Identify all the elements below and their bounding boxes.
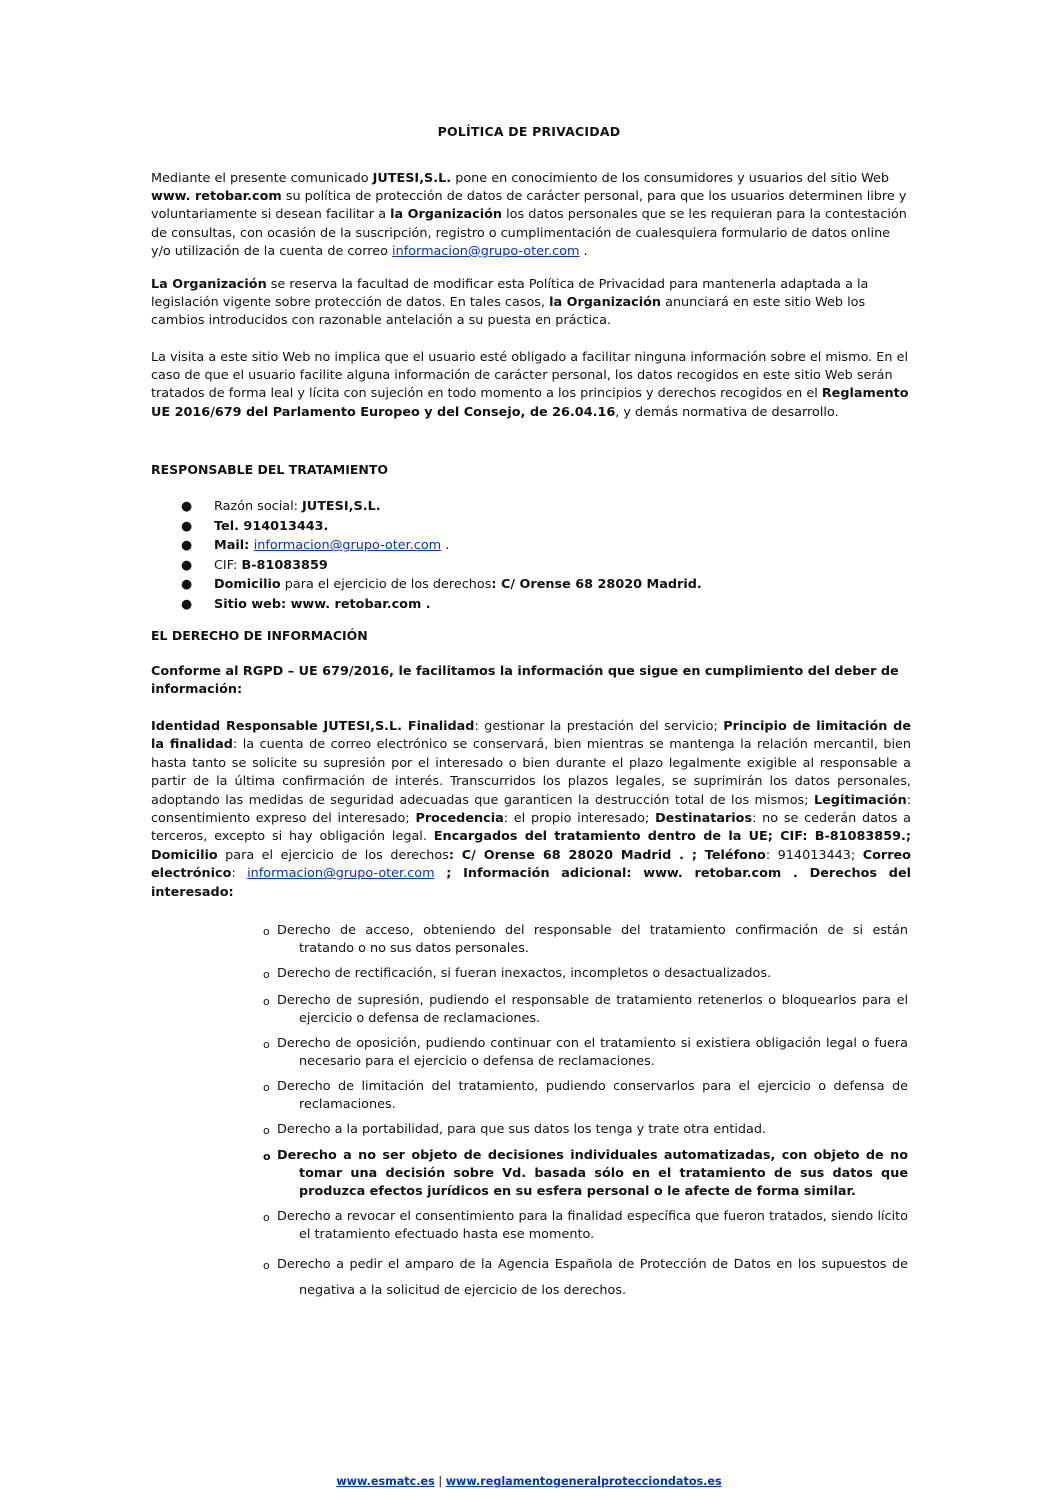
right-text: Derecho a no ser objeto de decisiones individuales automatizadas, con objeto de no tomar una decisión sobre Vd. basada sólo en el tratamiento de sus datos que produzca efectos jurídicos en su esfera personal o le afecte de forma similar. (277, 1148, 908, 1199)
detail-strong: Principio de limitación de la finalidad (151, 719, 911, 753)
detail-text: : gestionar la prestación del servicio; (474, 719, 724, 734)
regulation-reference: Reglamento UE 2016/679 del Parlamento Europeo y del Consejo, de 26.04.16 (151, 386, 909, 420)
footer-separator: | (434, 1475, 446, 1488)
bullet-icon: ● (181, 499, 193, 514)
list-item (170, 536, 702, 556)
item-value: www. retobar.com (290, 596, 422, 612)
right-text: Derecho a la portabilidad, para que sus datos los tenga y trate otra entidad. (277, 1122, 767, 1137)
item-label: CIF: (214, 557, 242, 573)
organization-label: la Organización (390, 207, 503, 223)
intro-text: . (579, 243, 588, 259)
right-text: Derecho de rectificación, si fueran inexactos, incompletos o desactualizados. (277, 966, 772, 981)
intro-paragraph (151, 170, 911, 261)
detail-text: : consentimiento expreso del interesado; (151, 792, 911, 827)
intro-text: los datos personales que se les requieran para la contestación de consultas, con ocasión de la suscripción, registro o cumplimentación de cualesquiera formulario de datos online y/o utilización de la cuenta de correo (151, 207, 907, 259)
right-item-limitation (263, 1078, 908, 1114)
item-label: Razón social: (214, 499, 303, 514)
company-name: JUTESI,S.L. (372, 171, 452, 186)
bullet-icon: ● (181, 577, 193, 593)
detail-text: : 914013443; (765, 847, 863, 863)
list-item (170, 595, 702, 615)
information-lead: Conforme al RGPD – UE 679/2016, le facilitamos la información que sigue en cumplimiento del deber de información: (151, 664, 899, 698)
item-extra: : C/ Orense 68 28020 Madrid. (491, 577, 702, 593)
item-label: Domicilio (214, 577, 281, 593)
bullet-o-icon: o (263, 1038, 270, 1051)
item-value: para el ejercicio de los derechos (280, 577, 492, 593)
list-item (170, 575, 702, 595)
intro-text: Mediante el presente comunicado (151, 171, 373, 186)
item-extra: . (421, 596, 431, 612)
bullet-icon: ● (181, 557, 193, 573)
bullet-o-icon: o (263, 1150, 271, 1163)
right-item-access (263, 922, 908, 958)
paragraph-text: , y demás normativa de desarrollo. (615, 404, 839, 420)
right-text: Derecho de supresión, pudiendo el responsable de tratamiento retenerlos o bloquearlos para el ejercicio o defensa de reclamaciones. (277, 993, 908, 1026)
bullet-o-icon: o (263, 995, 270, 1008)
list-item (170, 556, 702, 576)
right-text: Derecho de limitación del tratamiento, pudiendo conservarlos para el ejercicio o defensa de reclamaciones. (277, 1079, 908, 1112)
responsable-list (170, 497, 702, 615)
bullet-o-icon: o (263, 1081, 270, 1094)
paragraph-text: La visita a este sitio Web no implica que el usuario esté obligado a facilitar ninguna información sobre el mismo. En el caso de que el usuario facilite alguna información de carácter personal, los datos recogidos en este sitio Web serán tratados de forma leal y lícita con sujeción en todo momento a los principios y derechos recogidos en el (151, 350, 908, 402)
right-text: Derecho a revocar el consentimiento para la finalidad específica que fueron tratados, siendo lícito el tratamiento efectuado hasta ese momento. (277, 1209, 908, 1242)
list-item (170, 497, 702, 517)
item-value: JUTESI,S.L. (302, 499, 381, 514)
list-item (170, 517, 702, 537)
detail-strong: Identidad Responsable JUTESI,S.L. Finalidad (151, 719, 475, 734)
right-item-automated (263, 1147, 908, 1201)
organization-label: la Organización (549, 295, 662, 311)
email-link[interactable]: informacion@grupo-oter.com (392, 243, 580, 259)
detail-strong: ; Información adicional (434, 866, 627, 882)
bullet-o-icon: o (263, 968, 270, 981)
bullet-icon: ● (181, 596, 193, 612)
detail-text: : la cuenta de correo electrónico se conservará, bien mientras se mantenga la relación mercantil, bien hasta tanto se solicite su supresión por el interesado o bien durante el plazo legalmente exigible al responsable a partir de la última confirmación de interés. Transcurridos los plazos legales, se suprimirán los datos personales, adoptando las medidas de seguridad adecuadas que garanticen la destrucción total de los mismos; (151, 737, 911, 808)
right-item-agency (263, 1252, 908, 1304)
bullet-o-icon: o (263, 925, 270, 938)
derecho-informacion-heading: EL DERECHO DE INFORMACIÓN (151, 628, 368, 643)
right-text: Derecho de acceso, obteniendo del responsable del tratamiento confirmación de si están tratando o no sus datos personales. (277, 923, 908, 956)
page-title: POLÍTICA DE PRIVACIDAD (437, 124, 621, 139)
detail-strong: : www. retobar.com . Derechos del interesado: (151, 866, 912, 900)
detail-strong: Correo electrónico (151, 847, 911, 882)
right-item-revoke (263, 1208, 908, 1244)
email-link[interactable]: informacion@grupo-oter.com (253, 538, 442, 554)
bullet-o-icon: o (263, 1211, 270, 1224)
item-label: Tel. (214, 518, 244, 534)
intro-text: pone en conocimiento de los consumidores y usuarios del sitio Web (451, 171, 890, 186)
detail-text: : (231, 866, 248, 882)
item-value: B-81083859 (241, 557, 328, 573)
paragraph-text: se reserva la facultad de modificar esta Política de Privacidad para mantenerla adaptada a la legislación vigente sobre protección de datos. En tales casos, (151, 277, 869, 311)
paragraph-text: anunciará en este sitio Web los cambios introducidos con razonable antelación a su puesta en práctica. (151, 295, 866, 329)
website-name: www. retobar.com (151, 189, 282, 205)
bullet-o-icon: o (263, 1259, 270, 1272)
responsable-heading: RESPONSABLE DEL TRATAMIENTO (151, 462, 389, 477)
email-link[interactable]: informacion@grupo-oter.com (247, 866, 435, 882)
right-item-portability (263, 1121, 908, 1139)
detail-strong: Procedencia (415, 811, 504, 827)
detail-text: : el propio interesado; (503, 811, 656, 827)
right-item-opposition (263, 1035, 908, 1071)
organization-label: La Organización (151, 277, 267, 292)
visit-paragraph (151, 349, 911, 422)
item-label: Mail: (214, 538, 254, 554)
footer-link-reglamento[interactable]: www.reglamentogeneralprotecciondatos.es (445, 1475, 722, 1488)
right-item-suppression (263, 992, 908, 1028)
detail-text: para el ejercicio de los derechos (217, 847, 449, 863)
detail-strong: : C/ Orense 68 28020 Madrid . ; Teléfono (448, 847, 766, 863)
footer-links (0, 1475, 1058, 1488)
item-extra: . (441, 538, 450, 554)
footer-link-esmatc[interactable]: www.esmatc.es (336, 1475, 435, 1488)
detail-strong: Destinatarios (655, 811, 753, 827)
bullet-o-icon: o (263, 1124, 270, 1137)
bullet-icon: ● (181, 518, 193, 534)
right-text: Derecho a pedir el amparo de la Agencia Española de Protección de Datos en los supuestos de negativa a la solicitud de ejercicio de los derechos. (277, 1257, 908, 1298)
bullet-icon: ● (181, 538, 193, 554)
detail-text: : no se cederán datos a terceros, excepto si hay obligación legal. (151, 811, 912, 845)
item-label: Sitio web: (214, 596, 291, 612)
right-item-rectification (263, 965, 908, 983)
detail-strong: Legitimación (813, 792, 907, 808)
detail-strong: Encargados del tratamiento dentro de la UE; CIF: B-81083859.; Domicilio (151, 829, 911, 863)
right-text: Derecho de oposición, pudiendo continuar con el tratamiento si existiera obligación legal o fuera necesario para el ejercicio o defensa de reclamaciones. (277, 1036, 908, 1069)
modification-paragraph (151, 276, 911, 331)
identity-paragraph (151, 718, 911, 902)
intro-text: su política de protección de datos de carácter personal, para que los usuarios determinen libre y voluntariamente si desean facilitar a (151, 189, 907, 223)
item-value: 914013443. (243, 518, 329, 534)
